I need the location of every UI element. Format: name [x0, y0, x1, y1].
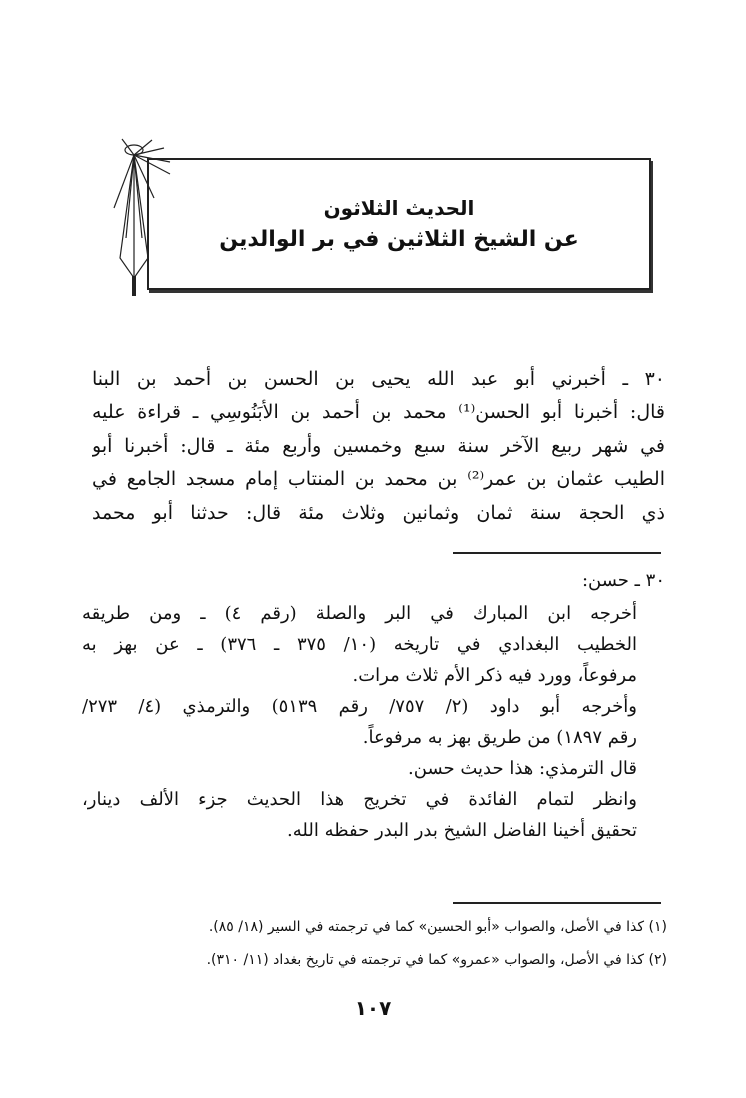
chapter-title: الحديث الثلاثون	[323, 195, 475, 220]
text-line: مرفوعاً، وورد فيه ذكر الأم ثلاث مرات.	[352, 665, 637, 686]
text-line: قال: أخبرنا أبو الحسن⁽¹⁾ محمد بن أحمد بن الأبَنُوسِي ـ قراءة عليه	[92, 401, 665, 424]
text-line: تحقيق أخينا الفاضل الشيخ بدر البدر حفظه الله.	[287, 820, 637, 841]
chapter-title-box	[147, 158, 651, 290]
text-line: الطيب عثمان بن عمر⁽²⁾ بن محمد بن المنتاب إمام مسجد الجامع في	[92, 468, 665, 491]
chapter-subtitle: عن الشيخ الثلاثين في بر الوالدين	[219, 226, 579, 252]
page-number: ١٠٧	[354, 996, 392, 1020]
text-line: رقم ١٨٩٧) من طريق بهز به مرفوعاً.	[362, 727, 637, 748]
text-line: الخطيب البغدادي في تاريخه (١٠/ ٣٧٥ ـ ٣٧٦) ـ عن بهز به	[82, 634, 637, 655]
footnote: (٢) كذا في الأصل، والصواب «عمرو» كما في ترجمته في تاريخ بغداد (١١/ ٣١٠).	[206, 952, 667, 968]
section-divider	[453, 552, 661, 554]
text-line: قال الترمذي: هذا حديث حسن.	[408, 758, 637, 779]
footnote-divider	[453, 902, 661, 904]
text-line: في شهر ربيع الآخر سنة سبع وخمسين وأربع مئة ـ قال: أخبرنا أبو	[92, 434, 665, 457]
text-line: وانظر لتمام الفائدة في تخريج هذا الحديث جزء الألف دينار،	[82, 789, 637, 810]
footnote: (١) كذا في الأصل، والصواب «أبو الحسين» كما في ترجمته في السير (١٨/ ٨٥).	[208, 919, 667, 935]
text-line: ذي الحجة سنة ثمان وثمانين وثلاث مئة قال: حدثنا أبو محمد	[92, 501, 665, 524]
text-line: وأخرجه أبو داود (٢/ ٧٥٧/ رقم ٥١٣٩) والترمذي (٤/ ٢٧٣/	[82, 696, 637, 717]
text-line: أخرجه ابن المبارك في البر والصلة (رقم ٤) ـ ومن طريقه	[82, 603, 637, 624]
hadith-isnad-text	[92, 363, 665, 530]
footnotes	[80, 911, 667, 977]
takhrij-heading: ٣٠ ـ حسن:	[581, 570, 665, 591]
takhrij-text	[82, 598, 637, 846]
text-line: ٣٠ ـ أخبرني أبو عبد الله يحيى بن الحسن بن أحمد بن البنا	[92, 368, 665, 390]
